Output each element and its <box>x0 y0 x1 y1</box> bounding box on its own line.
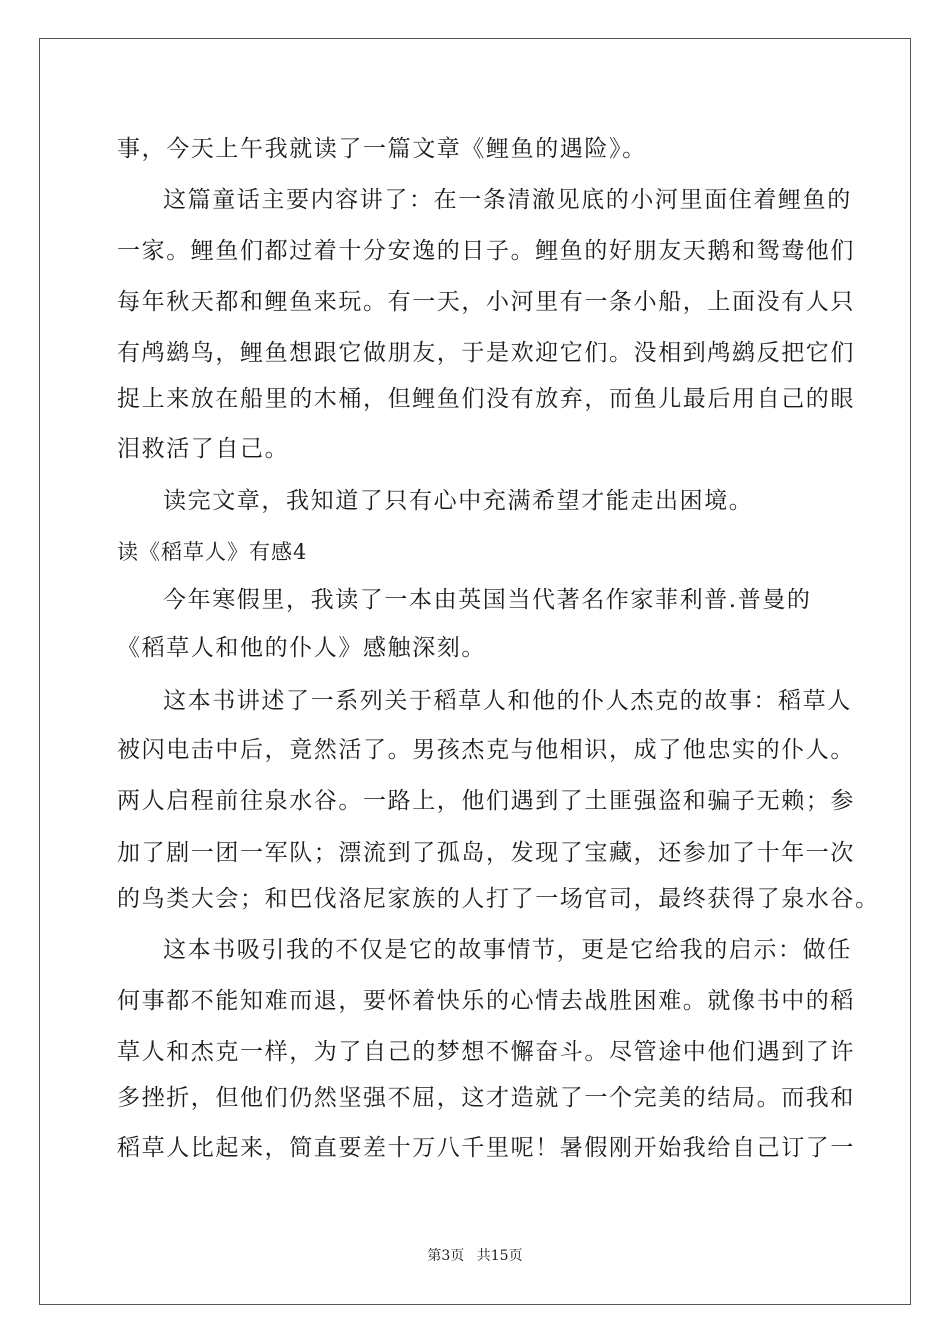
text-line: 一家。鲤鱼们都过着十分安逸的日子。鲤鱼的好朋友天鹅和鸳鸯他们 <box>117 238 855 264</box>
text-line: 捉上来放在船里的木桶，但鲤鱼们没有放弃，而鱼儿最后用自己的眼 <box>117 386 855 412</box>
text-line: 有鸬鹚鸟，鲤鱼想跟它做朋友，于是欢迎它们。没相到鸬鹚反把它们 <box>117 340 855 366</box>
text-line: 加了剧一团一军队；漂流到了孤岛，发现了宝藏，还参加了十年一次 <box>117 840 855 866</box>
text-line: 多挫折，但他们仍然坚强不屈，这才造就了一个完美的结局。而我和 <box>117 1085 855 1111</box>
text-line: 泪救活了自己。 <box>117 436 290 462</box>
text-line: 的鸟类大会；和巴伐洛尼家族的人打了一场官司，最终获得了泉水谷。 <box>117 886 880 912</box>
text-line: 事，今天上午我就读了一篇文章《鲤鱼的遇险》。 <box>117 136 647 162</box>
paragraph-start: 这本书吸引我的不仅是它的故事情节，更是它给我的启示：做任 <box>163 937 852 963</box>
text-line: 每年秋天都和鲤鱼来玩。有一天，小河里有一条小船，上面没有人只 <box>117 289 855 315</box>
page-total: 共15页 <box>476 1248 523 1264</box>
section-heading: 读《稻草人》有感4 <box>117 540 308 564</box>
paragraph-start: 读完文章，我知道了只有心中充满希望才能走出困境。 <box>163 488 754 514</box>
text-line: 草人和杰克一样，为了自己的梦想不懈奋斗。尽管途中他们遇到了许 <box>117 1039 855 1065</box>
paragraph-start: 今年寒假里，我读了一本由英国当代著名作家菲利普.普曼的 <box>163 587 812 613</box>
text-line: 稻草人比起来，简直要差十万八千里呢！暑假刚开始我给自己订了一 <box>117 1135 855 1161</box>
page-footer <box>0 1247 950 1265</box>
paragraph-start: 这篇童话主要内容讲了：在一条清澈见底的小河里面住着鲤鱼的 <box>163 187 852 213</box>
text-line: 两人启程前往泉水谷。一路上，他们遇到了土匪强盗和骗子无赖；参 <box>117 788 855 814</box>
page-number: 第3页 <box>427 1248 465 1264</box>
text-line: 被闪电击中后，竟然活了。男孩杰克与他相识，成了他忠实的仆人。 <box>117 737 855 763</box>
page-frame <box>39 38 911 1305</box>
text-line: 《稻草人和他的仆人》感触深刻。 <box>117 635 486 661</box>
text-line: 何事都不能知难而退，要怀着快乐的心情去战胜困难。就像书中的稻 <box>117 988 855 1014</box>
paragraph-start: 这本书讲述了一系列关于稻草人和他的仆人杰克的故事：稻草人 <box>163 688 852 714</box>
